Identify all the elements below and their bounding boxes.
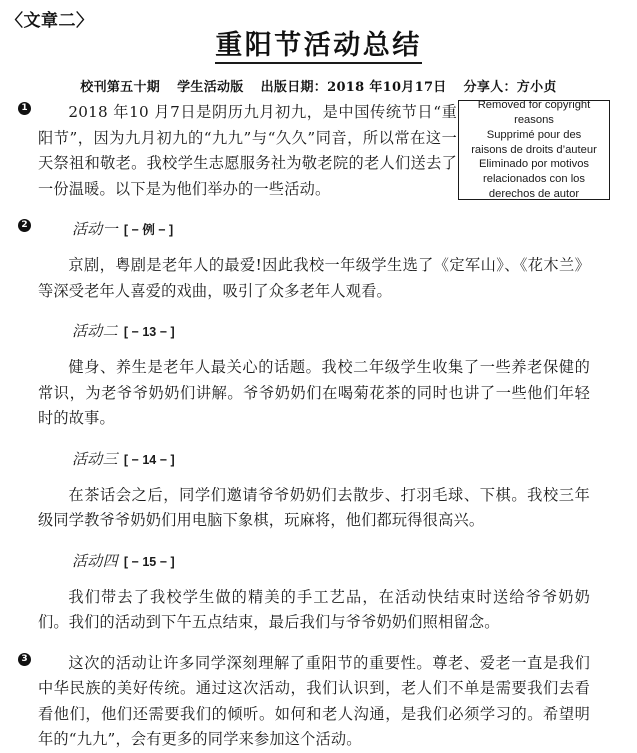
activity-block-3 (0, 447, 637, 534)
intro-paragraph: 2018 年10 月7日是阴历九月初九，是中国传统节日“重阳节”，因为九月初九的“九九”与“久久”同音，所以常在这一天祭祖和敬老。我校学生志愿服务社为敬老院的老人们送去了一份温暖。以下是为他们举办的一些活动。 (38, 103, 457, 198)
activity-name-1: 活动一 (72, 220, 118, 238)
copyright-line-5: Eliminado por motivos (478, 158, 590, 171)
copyright-line-7: derechos de autor (488, 187, 580, 200)
activity-text-1: 京剧，粤剧是老年人的最爱!因此我校一年级学生选了《定军山》、《花木兰》等深受老年人喜爱的戏曲，吸引了众多老年人观看。 (38, 256, 590, 300)
copyright-line-1: Removed for copyright (477, 99, 591, 112)
conclusion-paragraph: 这次的活动让许多同学深刻理解了重阳节的重要性。尊老、爱老一直是我们中华民族的美好传统。通过这次活动，我们认识到，老人们不单是需要我们去看看他们，他们还需要我们的倾听。如何和老人沟通，是我们必须学习的。希望明年的“九九”，会有更多的同学来参加这个活动。 (38, 653, 590, 748)
article-tag: 〈文章二〉 (6, 11, 94, 31)
copyright-line-4: raisons de droits d’auteur (471, 143, 597, 156)
document-body (0, 100, 637, 753)
masthead-publish-date: 出版日期：2018 年10月17日 (260, 80, 447, 95)
masthead-edition: 学生活动版 (177, 80, 244, 95)
activity-block-4 (0, 549, 637, 636)
page-title-container (0, 30, 637, 64)
activity-heading-2 (0, 319, 637, 345)
activity-text-2: 健身、养生是老年人最关心的话题。我校二年级学生收集了一些养老保健的常识，为老爷爷奶奶们讲解。爷爷奶奶们在喝菊花茶的同时也讲了一些他们年轻时的故事。 (38, 358, 590, 427)
activity-text-3: 在茶话会之后，同学们邀请爷爷奶奶们去散步、打羽毛球、下棋。我校三年级同学教爷爷奶奶们用电脑下象棋，玩麻将，他们都玩得很高兴。 (38, 485, 590, 529)
activity-ref-2: [ − 13 − ] (123, 325, 175, 339)
copyright-line-2: reasons (514, 114, 554, 127)
activity-heading-3 (0, 447, 637, 473)
copyright-line-3: Supprimé pour des (486, 128, 582, 141)
activity-name-4: 活动四 (72, 551, 118, 570)
activity-ref-1: [ − 例 − ] (123, 223, 174, 237)
activity-ref-3: [ − 14 − ] (123, 452, 175, 467)
activity-block-1 (0, 217, 637, 304)
activity-name-3: 活动三 (72, 449, 118, 468)
page-title: 重阳节活动总结 (215, 30, 422, 64)
paragraph-marker-2: 2 (18, 219, 31, 232)
masthead-issue: 校刊第五十期 (80, 80, 161, 95)
activity-ref-4: [ − 15 − ] (123, 554, 175, 569)
activity-block-2 (0, 319, 637, 432)
activity-text-4: 我们带去了我校学生做的精美的手工艺品，在活动快结束时送给爷爷奶奶们。我们的活动到下午五点结束，最后我们与爷爷奶奶们照相留念。 (38, 587, 590, 631)
masthead (0, 76, 637, 95)
intro-block (0, 100, 637, 202)
paragraph-marker-1: 1 (18, 102, 31, 115)
paragraph-marker-3: 3 (18, 653, 31, 666)
copyright-line-6: relacionados con los (483, 173, 585, 186)
masthead-sharer: 分享人：方小贞 (463, 80, 557, 95)
activity-heading-4 (0, 549, 637, 575)
activity-name-2: 活动二 (72, 322, 118, 340)
conclusion-block (0, 651, 637, 753)
activity-heading-1 (0, 217, 637, 243)
